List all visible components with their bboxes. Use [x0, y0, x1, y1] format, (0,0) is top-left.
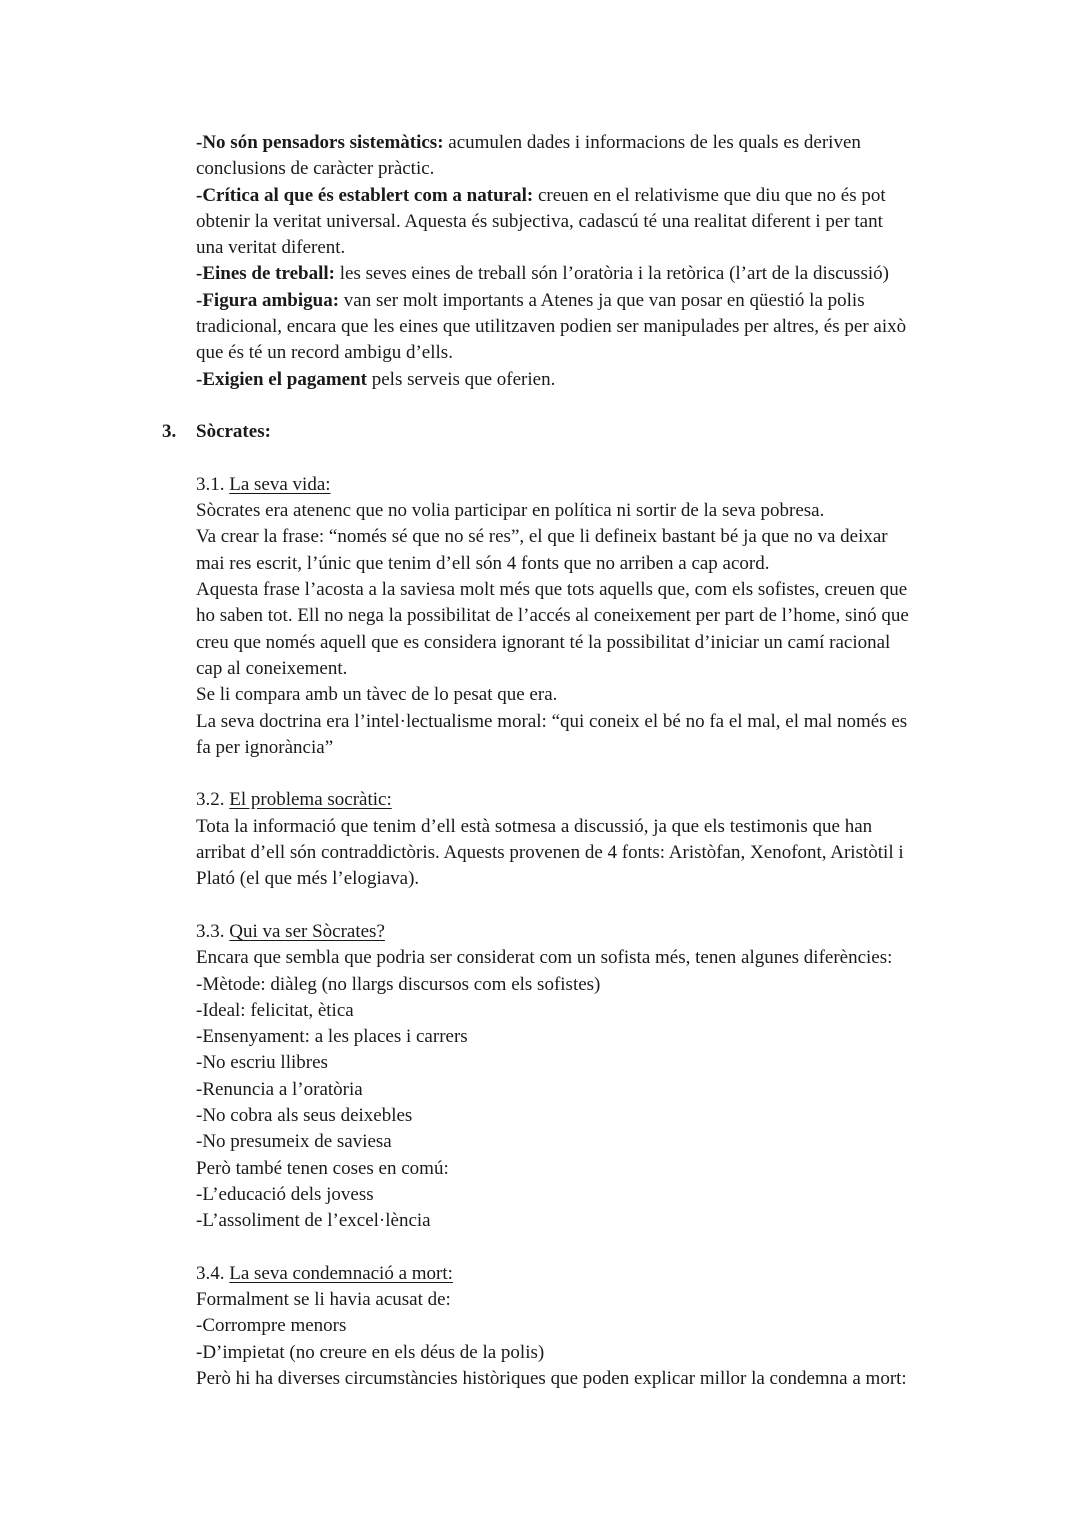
paragraph-line: Aquesta frase l’acosta a la saviesa molt més que tots aquells que, com els sofistes, creuen que	[196, 579, 908, 601]
sophists-characteristics	[196, 130, 956, 393]
trait-continuation: que és té un record ambigu d’ells.	[196, 342, 453, 364]
subsection-title: La seva condemnació a mort:	[229, 1262, 453, 1284]
subsection-number: 3.2.	[196, 789, 230, 811]
subsection-heading	[196, 472, 956, 498]
paragraph-line: fa per ignorància”	[196, 736, 334, 758]
trait-heading: -No són pensadors sistemàtics:	[196, 132, 444, 153]
trait-heading: -Exigien el pagament	[196, 368, 367, 390]
paragraph-line: Va crear la frase: “només sé que no sé res”, el que li defineix bastant bé ja que no va deixar	[196, 526, 888, 548]
trait-continuation: conclusions de caràcter pràctic.	[196, 158, 435, 180]
trait-line	[196, 261, 956, 287]
paragraph-line: Tota la informació que tenim d’ell està sotmesa a discussió, ja que els testimonis que han	[196, 815, 873, 837]
section-title: Sòcrates:	[196, 421, 271, 443]
trait-heading: -Figura ambigua:	[196, 289, 340, 311]
paragraph-line: Però hi ha diverses circumstàncies històriques que poden explicar millor la condemna a mort:	[196, 1367, 907, 1389]
list-item: -Mètode: diàleg (no llargs discursos com els sofistes)	[196, 973, 601, 995]
subsection-number: 3.1.	[196, 473, 230, 495]
trait-continuation: obtenir la veritat universal. Aquesta és subjectiva, cadascú té una realitat diferent i per tant	[196, 210, 883, 232]
subsection-heading	[196, 919, 956, 945]
list-item: -Ensenyament: a les places i carrers	[196, 1026, 468, 1048]
subsection-title: La seva vida:	[229, 473, 331, 495]
list-item: -No escriu llibres	[196, 1052, 328, 1074]
paragraph-line: arribat d’ell són contraddictòris. Aquests provenen de 4 fonts: Aristòfan, Xenofont, Aristòtil i	[196, 842, 904, 864]
trait-continuation: tradicional, encara que les eines que utilitzaven podien ser manipulades per altres, és per això	[196, 316, 907, 338]
list-item: -L’assoliment de l’excel·lència	[196, 1210, 431, 1232]
paragraph-line: cap al coneixement.	[196, 657, 348, 679]
subsection-3-3	[196, 919, 956, 1235]
trait-line	[196, 288, 956, 314]
trait-line	[196, 130, 956, 156]
trait-text: creuen en el relativisme que diu que no és pot	[533, 184, 886, 206]
paragraph-line: Plató (el que més l’elogiava).	[196, 868, 420, 890]
list-item: -D’impietat (no creure en els déus de la polis)	[196, 1341, 545, 1363]
trait-continuation: una veritat diferent.	[196, 237, 346, 259]
subsection-number: 3.4.	[196, 1262, 230, 1284]
trait-text: acumulen dades i informacions de les quals es deriven	[443, 132, 861, 153]
subsection-3-1	[196, 472, 956, 761]
paragraph-line: Se li compara amb un tàvec de lo pesat que era.	[196, 684, 558, 706]
paragraph-line: Encara que sembla que podria ser considerat com un sofista més, tenen algunes diferències:	[196, 947, 893, 969]
list-item: -Ideal: felicitat, ètica	[196, 999, 354, 1021]
subsection-title: El problema socràtic:	[229, 789, 392, 811]
subsection-title: Qui va ser Sòcrates?	[229, 920, 385, 942]
trait-text: van ser molt importants a Atenes ja que van posar en qüestió la polis	[339, 289, 865, 311]
paragraph-line: creu que només aquell que es considera ignorant té la possibilitat d’iniciar un camí racional	[196, 631, 891, 653]
paragraph-line: Formalment se li havia acusat de:	[196, 1289, 451, 1311]
subsection-heading	[196, 1261, 956, 1287]
trait-heading: -Eines de treball:	[196, 263, 335, 285]
subsection-number: 3.3.	[196, 920, 230, 942]
subsection-3-4	[196, 1261, 956, 1392]
trait-heading: -Crítica al que és establert com a natural:	[196, 184, 534, 206]
list-item: -L’educació dels jovess	[196, 1183, 374, 1205]
paragraph-line: mai res escrit, l’únic que tenim d’ell són 4 fonts que no arriben a cap acord.	[196, 552, 770, 574]
list-item: -Renuncia a l’oratòria	[196, 1078, 363, 1100]
list-item: -No presumeix de saviesa	[196, 1131, 392, 1153]
trait-text: pels serveis que oferien.	[367, 368, 556, 390]
paragraph-line: La seva doctrina era l’intel·lectualisme moral: “qui coneix el bé no fa el mal, el mal només es	[196, 710, 908, 732]
section-number: 3.	[162, 421, 177, 443]
subsection-heading	[196, 787, 956, 813]
trait-text: les seves eines de treball són l’oratòria i la retòrica (l’art de la discussió)	[334, 263, 889, 285]
paragraph-line: Sòcrates era atenenc que no volia participar en política ni sortir de la seva pobresa.	[196, 500, 825, 522]
list-item: -Corrompre menors	[196, 1315, 347, 1337]
paragraph-line: Però també tenen coses en comú:	[196, 1157, 449, 1179]
document-page	[162, 130, 956, 1392]
list-item: -No cobra als seus deixebles	[196, 1104, 413, 1126]
trait-line	[196, 183, 956, 209]
paragraph-line: ho saben tot. Ell no nega la possibilitat de l’accés al coneixement per part de l’home, sinó que	[196, 605, 909, 627]
subsection-3-2	[196, 787, 956, 892]
trait-line	[196, 367, 956, 393]
section-heading	[162, 419, 956, 445]
